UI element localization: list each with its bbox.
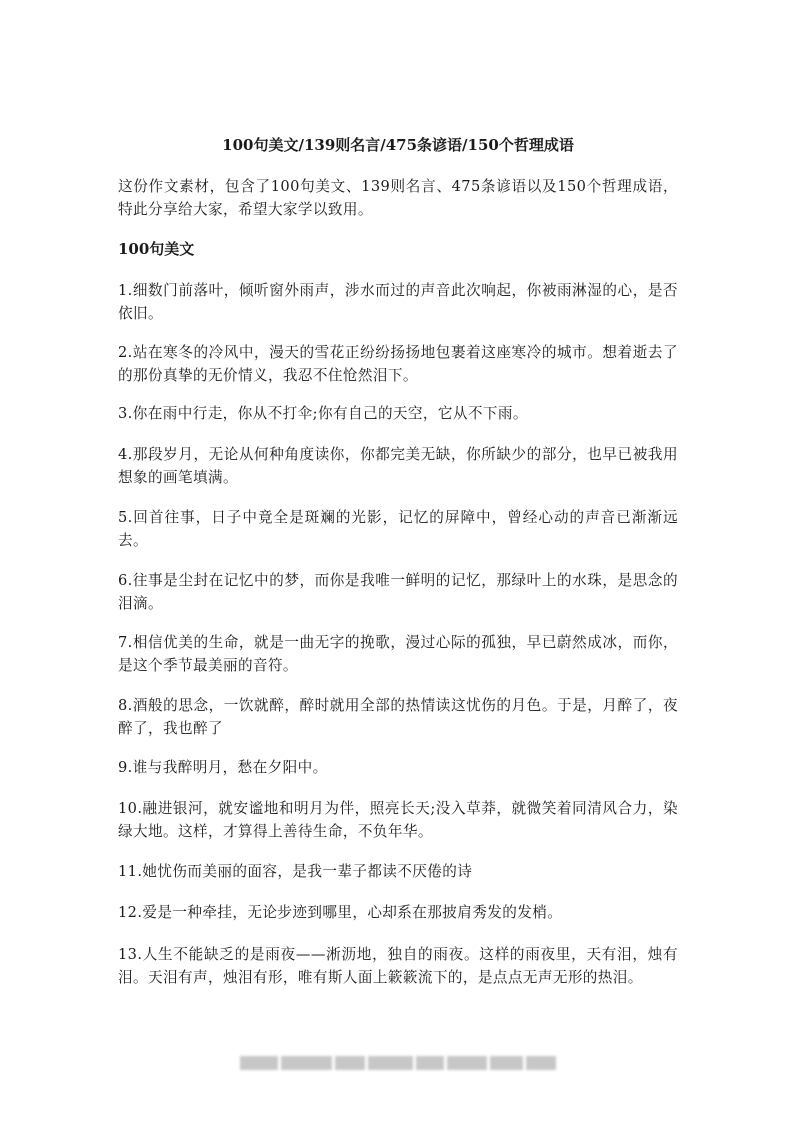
sentence-3: 3.你在雨中行走，你从不打伞;你有自己的天空，它从不下雨。: [118, 405, 528, 422]
document-title: 100句美文/139则名言/475条谚语/150个哲理成语: [222, 136, 574, 154]
sentence-9: 9.谁与我醉明月，愁在夕阳中。: [118, 759, 328, 776]
footer-watermark: [240, 1056, 556, 1070]
sentence-11: 11.她忧伤而美丽的面容，是我一辈子都读不厌倦的诗: [118, 863, 473, 880]
sentence-2: 2.站在寒冬的冷风中，漫天的雪花正纷纷扬扬地包裹着这座寒冷的城市。想着逝去了的那份真挚的无价情义，我忍不住怆然泪下。: [118, 344, 678, 384]
sentence-13: 13.人生不能缺乏的是雨夜——淅沥地，独自的雨夜。这样的雨夜里，天有泪，烛有泪。天泪有声，烛泪有形，唯有斯人面上簌簌流下的，是点点无声无形的热泪。: [118, 946, 678, 986]
sentence-1: 1.细数门前落叶，倾听窗外雨声，涉水而过的声音此次响起，你被雨淋湿的心，是否依旧。: [118, 282, 678, 322]
sentence-12: 12.爱是一种牵挂，无论步迹到哪里，心却系在那披肩秀发的发梢。: [118, 904, 563, 921]
intro-paragraph: 这份作文素材，包含了100句美文、139则名言、475条谚语以及150个哲理成语，特此分享给大家，希望大家学以致用。: [118, 178, 678, 218]
sentence-4: 4.那段岁月，无论从何种角度读你，你都完美无缺，你所缺少的部分，也早已被我用想象的画笔填满。: [118, 446, 678, 486]
sentence-8: 8.酒般的思念，一饮就醉，醉时就用全部的热情读这忧伤的月色。于是，月醉了，夜醉了，我也醉了: [118, 697, 678, 737]
sentence-6: 6.往事是尘封在记忆中的梦，而你是我唯一鲜明的记忆，那绿叶上的水珠，是思念的泪滴。: [118, 572, 678, 612]
sentence-7: 7.相信优美的生命，就是一曲无字的挽歌，漫过心际的孤独，早已蔚然成冰，而你，是这个季节最美丽的音符。: [118, 634, 678, 674]
sentence-5: 5.回首往事，日子中竟全是斑斓的光影，记忆的屏障中，曾经心动的声音已渐渐远去。: [118, 509, 678, 549]
sentence-10: 10.融进银河，就安谧地和明月为伴，照亮长天;没入草莽，就微笑着同清风合力，染绿大地。这样，才算得上善待生命，不负年华。: [118, 800, 678, 840]
section-heading: 100句美文: [118, 240, 195, 258]
